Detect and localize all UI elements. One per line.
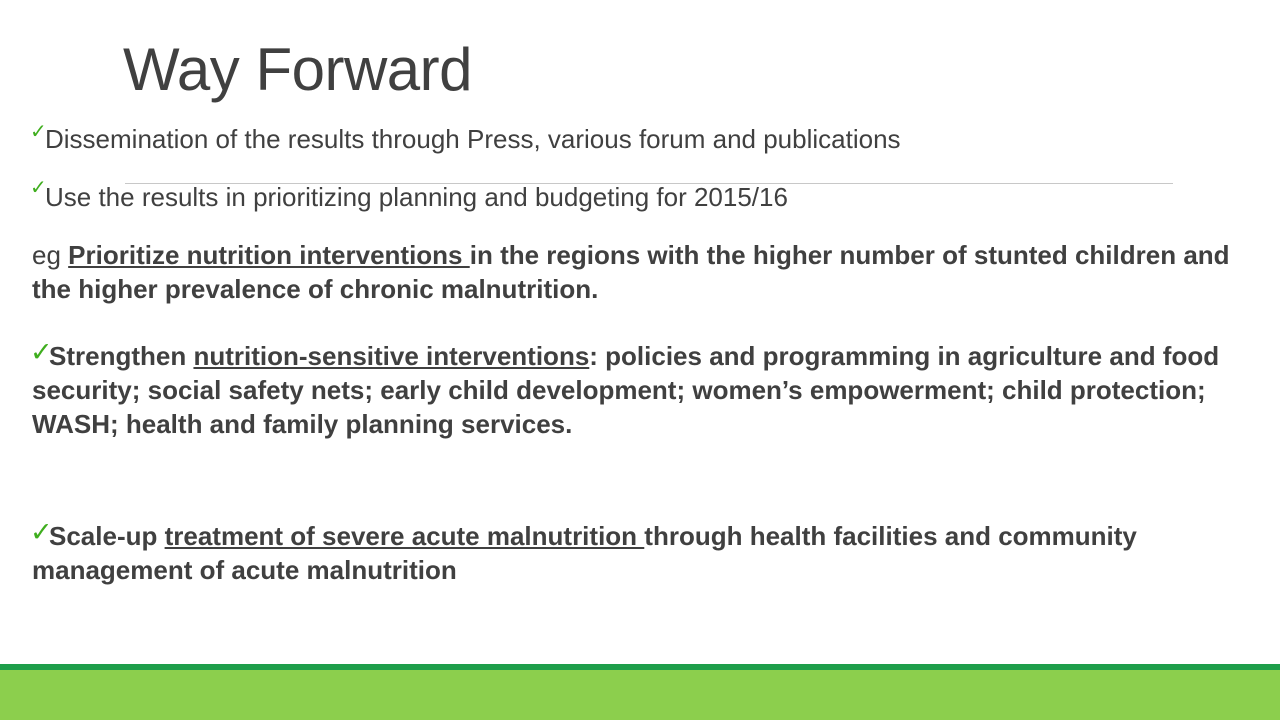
strengthen-rest-text: : policies and programming in agriculture and food security; social safety nets; early child development; women’s empowerment; child protection; WASH; health and family planning services. [32,341,1220,439]
checkmark-icon: ✓ [30,337,53,368]
strengthen-prefix: Strengthen [49,341,194,371]
slide-title: Way Forward [123,36,472,103]
example-underlined-text: Prioritize nutrition interventions [68,240,470,270]
scale-up-prefix: Scale-up [49,521,165,551]
footer-band [0,670,1280,720]
example-rest-text: in the regions with the higher number of stunted children and the higher prevalence of chronic malnutrition. [32,240,1230,304]
scale-up-underlined-text: treatment of severe acute malnutrition [164,521,645,551]
example-paragraph [32,238,1247,306]
bullet-strengthen [32,339,1247,441]
bullet-dissemination: Dissemination of the results through Press, various forum and publications [45,124,901,154]
example-prefix: eg [32,240,69,270]
checkmark-icon: ✓ [30,517,53,548]
checkmark-icon: ✓ [30,119,47,143]
scale-up-rest-text: through health facilities and community management of acute malnutrition [32,521,1137,585]
strengthen-underlined-text: nutrition-sensitive interventions [193,341,590,371]
bullet-scale-up [32,519,1252,587]
bullet-use-results: Use the results in prioritizing planning and budgeting for 2015/16 [45,182,788,212]
checkmark-icon: ✓ [30,175,47,199]
